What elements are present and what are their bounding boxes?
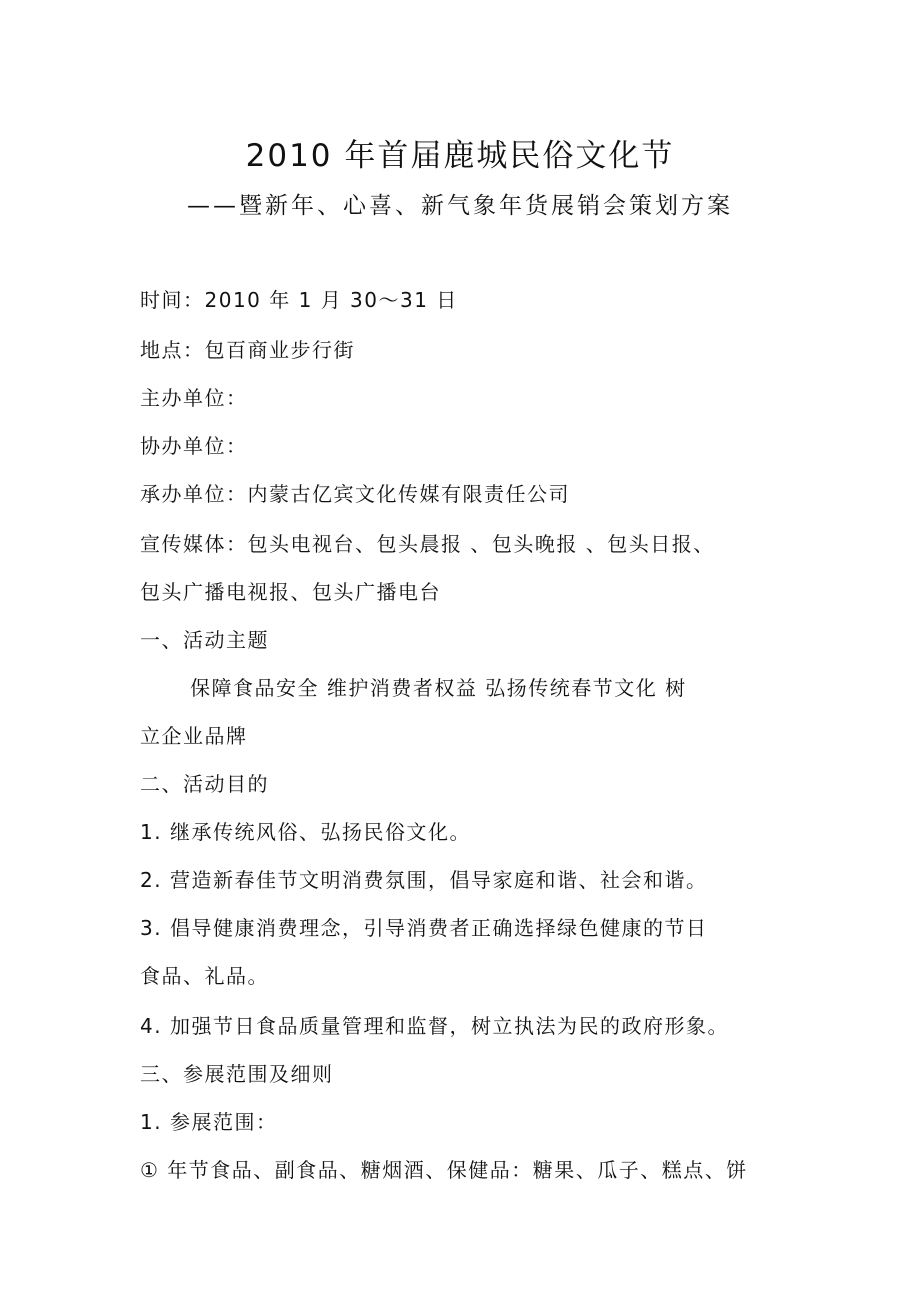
time-line: 时间：2010 年 1 月 30～31 日 xyxy=(140,288,458,312)
document-subtitle: ——暨新年、心喜、新气象年货展销会策划方案 xyxy=(187,193,733,219)
organizer-line: 主办单位： xyxy=(140,386,248,410)
media-line-cont: 包头广播电视报、包头广播电台 xyxy=(140,580,441,604)
co-organizer-line: 协办单位： xyxy=(140,434,248,458)
section-heading-scope: 三、参展范围及细则 xyxy=(140,1062,334,1086)
location-line: 地点：包百商业步行街 xyxy=(140,338,355,362)
theme-text-cont: 立企业品牌 xyxy=(140,724,248,748)
undertaker-line: 承办单位：内蒙古亿宾文化传媒有限责任公司 xyxy=(140,482,570,506)
media-line: 宣传媒体：包头电视台、包头晨报 、包头晚报 、包头日报、 xyxy=(140,532,715,556)
purpose-item-2: 2. 营造新春佳节文明消费氛围，倡导家庭和谐、社会和谐。 xyxy=(140,868,708,892)
purpose-item-3: 3. 倡导健康消费理念，引导消费者正确选择绿色健康的节日 xyxy=(140,916,708,940)
theme-text: 保障食品安全 维护消费者权益 弘扬传统春节文化 树 xyxy=(190,676,687,700)
section-heading-purpose: 二、活动目的 xyxy=(140,772,269,796)
purpose-item-3-cont: 食品、礼品。 xyxy=(140,964,269,988)
purpose-item-1: 1. 继承传统风俗、弘扬民俗文化。 xyxy=(140,820,471,844)
document-title: 2010 年首届鹿城民俗文化节 xyxy=(245,138,675,174)
scope-item-1: 1. 参展范围： xyxy=(140,1110,278,1134)
section-heading-theme: 一、活动主题 xyxy=(140,628,269,652)
scope-subitem-1: ① 年节食品、副食品、糖烟酒、保健品：糖果、瓜子、糕点、饼 xyxy=(140,1158,748,1182)
purpose-item-4: 4. 加强节日食品质量管理和监督，树立执法为民的政府形象。 xyxy=(140,1014,729,1038)
